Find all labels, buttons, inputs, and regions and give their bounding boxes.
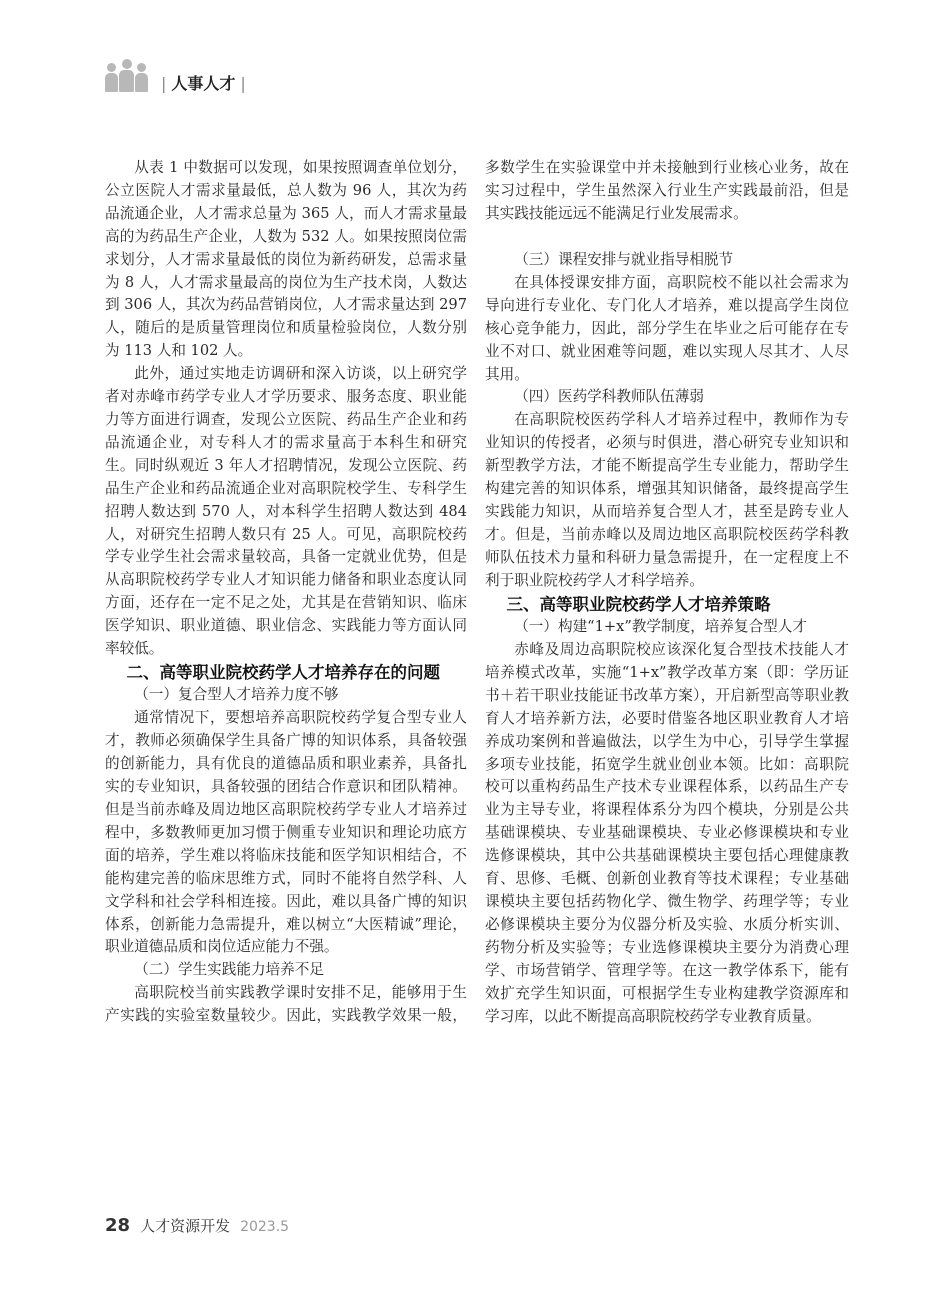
page-number: 28: [105, 1215, 131, 1236]
paragraph: 从表 1 中数据可以发现，如果按照调查单位划分，公立医院人才需求量最低，总人数为 96 人，其次为药品流通企业，人才需求总量为 365 人，而人才需求量最高的为药品生产企业，人数为 532 人。如果按照岗位需求划分，人才需求量最低的岗位为新药研发，总需求量为 8 人，人才需求量最高的岗位为生产技术岗，人数达到 306 人，其次为药品营销岗位，人才需求量达到 297 人，随后的是质量管理岗位和质量检验岗位，人数分别为 113 人和 102 人。: [105, 159, 467, 360]
paragraph-continued: 多数学生在实验课堂中并未接触到行业核心业务，故在实习过程中，学生虽然深入行业生产实践最前沿，但是其实践技能远远不能满足行业发展需求。: [485, 159, 849, 222]
paragraph: 在具体授课安排方面，高职院校不能以社会需求为导向进行专业化、专门化人才培养，难以提高学生岗位核心竞争能力，因此，部分学生在毕业之后可能存在专业不对口、就业困难等问题，难以实现人尽其才、人尽其用。: [485, 273, 849, 383]
paragraph: 在高职院校医药学科人才培养过程中，教师作为专业知识的传授者，必须与时俱进，潜心研究专业知识和新型教学方法，才能不断提高学生专业能力，帮助学生构建完善的知识体系，增强其知识储备，最终提高学生实践能力知识，从而培养复合型人才，甚至是跨专业人才。但是，当前赤峰以及周边地区高职院校医药学科教师队伍技术力量和科研力量急需提升，在一定程度上不利于职业院校药学人才科学培养。: [485, 411, 849, 589]
subheading: （三）课程安排与就业指导相脱节: [514, 251, 734, 268]
section-title: 人事人才: [171, 73, 236, 93]
people-icon: [105, 59, 148, 92]
paragraph: 通常情况下，要想培养高职院校药学复合型专业人才，教师必须确保学生具备广博的知识体系，具备较强的创新能力，具有优良的道德品质和职业素养，具备扎实的专业知识，具备较强的团结合作意识和团队精神。但是当前赤峰及周边地区高职院校药学专业人才培养过程中，多数教师更加习惯于侧重专业知识和理论功底方面的培养，学生难以将临床技能和医学知识相结合，不能构建完善的临床思维方式，同时不能将自然学科、人文学科和社会学科相连接。因此，难以具备广博的知识体系，创新能力急需提升，难以树立“大医精诚”理论，职业道德品质和岗位适应能力不强。: [105, 709, 467, 956]
paragraph: 此外，通过实地走访调研和深入访谈，以上研究学者对赤峰市药学专业人才学历要求、服务态度、职业能力等方面进行调查，发现公立医院、药品生产企业和药品流通企业，对专科人才的需求量高于本科生和研究生。同时纵观近 3 年人才招聘情况，发现公立医院、药品生产企业和药品流通企业对高职院校学生、专科学生招聘人数达到 570 人，对本科学生招聘人数达到 484 人，对研究生招聘人数只有 25 人。可见，高职院校药学专业学生社会需求量较高，具备一定就业优势，但是从高职院校药学专业人才知识能力储备和职业态度认同方面，还存在一定不足之处，尤其是在营销知识、临床医学知识、职业道德、职业信念、实践能力等方面认同率较低。: [105, 365, 467, 658]
section-heading: 二、高等职业院校药学人才培养存在的问题: [126, 662, 440, 682]
journal-name: 人才资源开发: [140, 1217, 231, 1235]
subheading: （一）构建“1+x”教学制度，培养复合型人才: [514, 618, 807, 636]
section-heading: 三、高等职业院校药学人才培养策略: [506, 594, 771, 614]
page-footer: [105, 1215, 289, 1236]
paragraph: 高职院校当前实践教学课时安排不足，能够用于生产实践的实验室数量较少。因此，实践教学效果一般，: [105, 984, 467, 1025]
issue-number: 2023.5: [240, 1219, 290, 1235]
subheading: （二）学生实践能力培养不足: [134, 961, 324, 979]
left-column: [105, 157, 467, 1028]
section-tag: | 人事人才 |: [161, 73, 246, 93]
right-column: [485, 157, 849, 1028]
section-header: [105, 52, 251, 98]
subheading: （一）复合型人才培养力度不够: [134, 686, 339, 704]
paragraph: 赤峰及周边高职院校应该深化复合型技术技能人才培养模式改革，实施“1+x”教学改革方案（即：学历证书＋若干职业技能证书改革方案），开启新型高等职业教育人才培养新方法，必要时借鉴各地区职业教育人才培养成功案例和普遍做法，以学生为中心，引导学生掌握多项专业技能，拓宽学生就业创业本领。比如：高职院校可以重构药品生产技术专业课程体系，以药品生产专业为主导专业，将课程体系分为四个模块，分别是公共基础课模块、专业基础课模块、专业必修课模块和专业选修课模块，其中公共基础课模块主要包括心理健康教育、思修、毛概、创新创业教育等技术课程；专业基础课模块主要包括药物化学、微生物学、药理学等；专业必修课模块主要分为仪器分析及实验、水质分析实训、药物分析及实验等；专业选修课模块主要分为消费心理学、市场营销学、管理学等。在这一教学体系下，能有效扩充学生知识面，可根据学生专业构建教学资源库和学习库，以此不断提高高职院校药学专业教育质量。: [485, 641, 849, 1025]
subheading: （四）医药学科教师队伍薄弱: [514, 388, 704, 406]
